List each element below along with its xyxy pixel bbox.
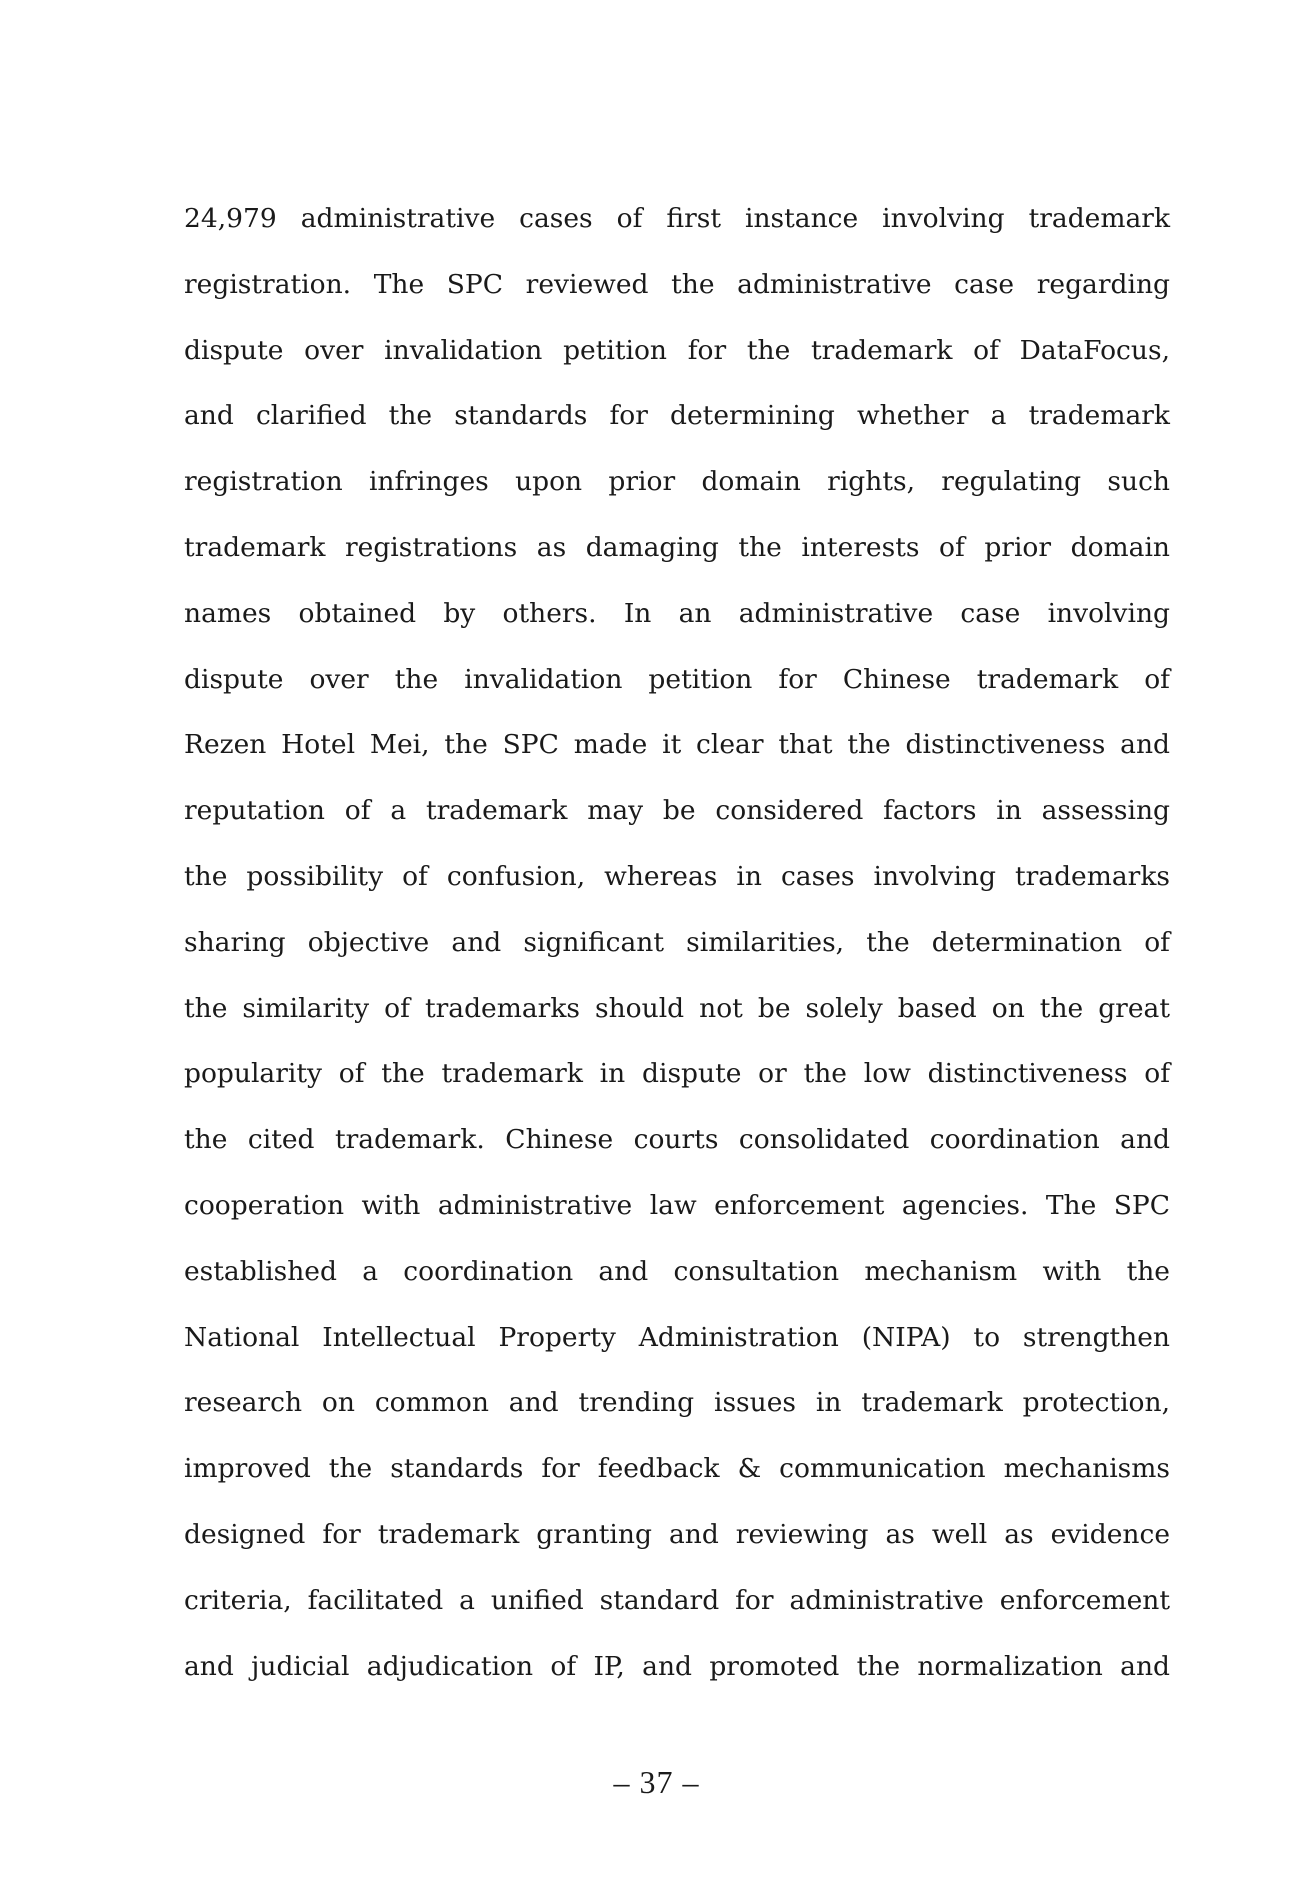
text-line: dispute over invalidation petition for the trademark of DataFocus,: [184, 334, 1170, 366]
text-line: sharing objective and significant similarities, the determination of: [184, 926, 1170, 958]
text-line: the cited trademark. Chinese courts consolidated coordination and: [184, 1124, 1170, 1156]
page-number: – 37 –: [613, 1764, 700, 1800]
text-line: the possibility of confusion, whereas in cases involving trademarks: [184, 860, 1170, 892]
text-line: dispute over the invalidation petition for Chinese trademark of: [184, 663, 1170, 695]
text-line: popularity of the trademark in dispute or the low distinctiveness of: [184, 1058, 1170, 1090]
text-line: names obtained by others. In an administrative case involving: [184, 597, 1170, 629]
text-line: registration. The SPC reviewed the administrative case regarding: [184, 268, 1170, 300]
text-line: designed for trademark granting and reviewing as well as evidence: [184, 1518, 1170, 1550]
body-paragraph: [184, 192, 1170, 1705]
text-line: registration infringes upon prior domain rights, regulating such: [184, 466, 1170, 498]
text-line: reputation of a trademark may be considered factors in assessing: [184, 795, 1170, 827]
text-line: cooperation with administrative law enforcement agencies. The SPC: [184, 1189, 1170, 1221]
text-line: established a coordination and consultation mechanism with the: [184, 1255, 1170, 1287]
text-line: research on common and trending issues in trademark protection,: [184, 1387, 1170, 1419]
text-line: the similarity of trademarks should not be solely based on the great: [184, 992, 1170, 1024]
text-line: criteria, facilitated a unified standard for administrative enforcement: [184, 1584, 1170, 1616]
text-line: National Intellectual Property Administration (NIPA) to strengthen: [184, 1321, 1170, 1353]
text-line: and clarified the standards for determining whether a trademark: [184, 400, 1170, 432]
text-line: trademark registrations as damaging the interests of prior domain: [184, 531, 1170, 563]
text-line: Rezen Hotel Mei, the SPC made it clear that the distinctiveness and: [184, 729, 1170, 761]
text-line: 24,979 administrative cases of first instance involving trademark: [184, 203, 1170, 234]
text-line: improved the standards for feedback & communication mechanisms: [184, 1453, 1170, 1485]
text-line: and judicial adjudication of IP, and promoted the normalization and: [184, 1650, 1170, 1682]
